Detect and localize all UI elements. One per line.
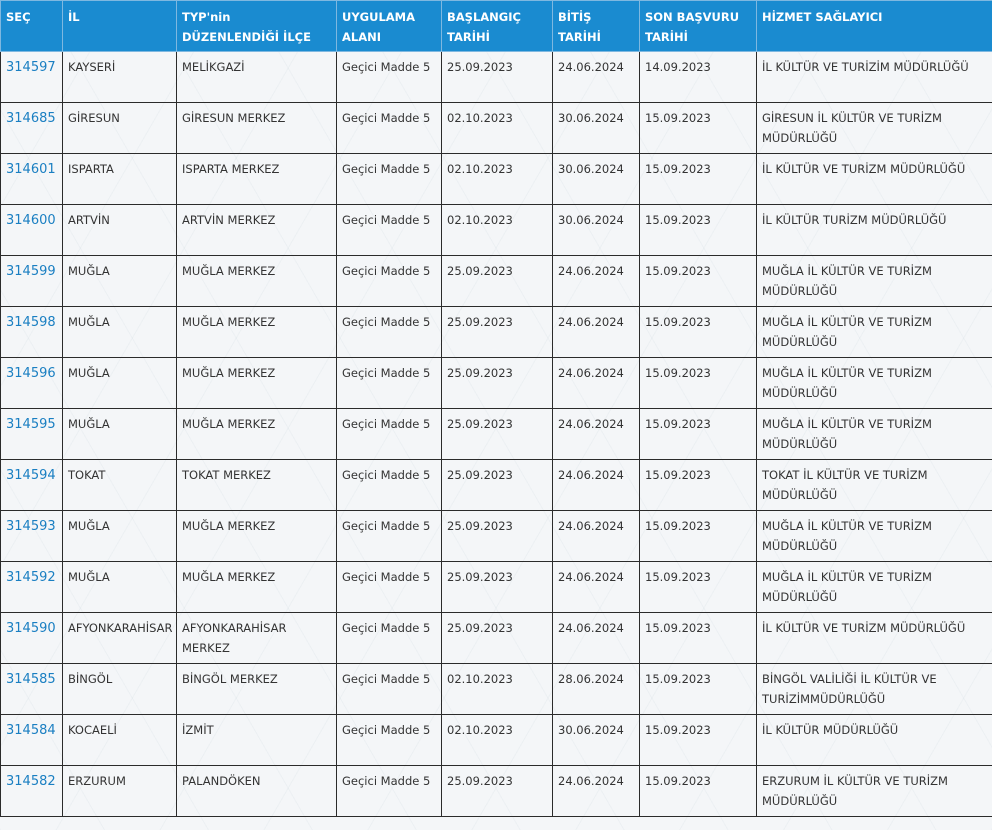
- ilan-no-link[interactable]: 314582: [6, 774, 56, 789]
- cell-bitis-tarihi: 28.06.2024: [553, 664, 640, 715]
- cell-ilce: AFYONKARAHİSAR MERKEZ: [177, 613, 337, 664]
- cell-uygulama-alani: Geçici Madde 5: [337, 664, 442, 715]
- cell-uygulama-alani: Geçici Madde 5: [337, 562, 442, 613]
- cell-il: MUĞLA: [63, 409, 177, 460]
- cell-ilce: MELİKGAZİ: [177, 52, 337, 103]
- cell-il: TOKAT: [63, 460, 177, 511]
- cell-il: MUĞLA: [63, 511, 177, 562]
- cell-ilce: MUĞLA MERKEZ: [177, 562, 337, 613]
- cell-bitis-tarihi: 24.06.2024: [553, 307, 640, 358]
- cell-uygulama-alani: Geçici Madde 5: [337, 460, 442, 511]
- cell-ilce: ARTVİN MERKEZ: [177, 205, 337, 256]
- cell-ilce: ISPARTA MERKEZ: [177, 154, 337, 205]
- ilan-no-link[interactable]: 314685: [6, 111, 56, 126]
- cell-son-basvuru-tarihi: 14.09.2023: [640, 52, 757, 103]
- table-row: [1, 205, 992, 256]
- cell-hizmet-saglayici: MUĞLA İL KÜLTÜR VE TURİZM MÜDÜRLÜĞÜ: [757, 358, 992, 409]
- cell-son-basvuru-tarihi: 15.09.2023: [640, 358, 757, 409]
- cell-uygulama-alani: Geçici Madde 5: [337, 256, 442, 307]
- table-row: [1, 562, 992, 613]
- cell-ilce: MUĞLA MERKEZ: [177, 358, 337, 409]
- ilan-no-link[interactable]: 314590: [6, 621, 56, 636]
- cell-uygulama-alani: Geçici Madde 5: [337, 409, 442, 460]
- cell-ilce: MUĞLA MERKEZ: [177, 256, 337, 307]
- cell-sec: [1, 715, 63, 766]
- cell-il: ARTVİN: [63, 205, 177, 256]
- cell-il: MUĞLA: [63, 307, 177, 358]
- cell-sec: [1, 52, 63, 103]
- cell-bitis-tarihi: 24.06.2024: [553, 613, 640, 664]
- table-row: [1, 613, 992, 664]
- cell-baslangic-tarihi: 25.09.2023: [442, 307, 553, 358]
- table-row: [1, 766, 992, 817]
- col-header-baslangic-tarihi: BAŞLANGIÇ TARİHİ: [442, 1, 553, 52]
- cell-sec: [1, 613, 63, 664]
- cell-sec: [1, 358, 63, 409]
- cell-ilce: BİNGÖL MERKEZ: [177, 664, 337, 715]
- cell-bitis-tarihi: 30.06.2024: [553, 205, 640, 256]
- col-header-son-basvuru-tarihi: SON BAŞVURU TARİHİ: [640, 1, 757, 52]
- cell-hizmet-saglayici: TOKAT İL KÜLTÜR VE TURİZM MÜDÜRLÜĞÜ: [757, 460, 992, 511]
- cell-sec: [1, 664, 63, 715]
- cell-bitis-tarihi: 24.06.2024: [553, 511, 640, 562]
- cell-baslangic-tarihi: 02.10.2023: [442, 664, 553, 715]
- table-header-row: [1, 1, 992, 52]
- cell-hizmet-saglayici: MUĞLA İL KÜLTÜR VE TURİZM MÜDÜRLÜĞÜ: [757, 256, 992, 307]
- table-row: [1, 154, 992, 205]
- cell-ilce: MUĞLA MERKEZ: [177, 511, 337, 562]
- cell-son-basvuru-tarihi: 15.09.2023: [640, 460, 757, 511]
- cell-son-basvuru-tarihi: 15.09.2023: [640, 103, 757, 154]
- cell-bitis-tarihi: 24.06.2024: [553, 409, 640, 460]
- table-row: [1, 511, 992, 562]
- ilan-no-link[interactable]: 314584: [6, 723, 56, 738]
- ilan-no-link[interactable]: 314593: [6, 519, 56, 534]
- cell-son-basvuru-tarihi: 15.09.2023: [640, 664, 757, 715]
- cell-son-basvuru-tarihi: 15.09.2023: [640, 154, 757, 205]
- table-row: [1, 256, 992, 307]
- cell-bitis-tarihi: 30.06.2024: [553, 103, 640, 154]
- table-row: [1, 460, 992, 511]
- cell-il: MUĞLA: [63, 562, 177, 613]
- ilan-no-link[interactable]: 314598: [6, 315, 56, 330]
- cell-sec: [1, 766, 63, 817]
- cell-il: KAYSERİ: [63, 52, 177, 103]
- cell-baslangic-tarihi: 25.09.2023: [442, 460, 553, 511]
- cell-hizmet-saglayici: GİRESUN İL KÜLTÜR VE TURİZM MÜDÜRLÜĞÜ: [757, 103, 992, 154]
- table-row: [1, 103, 992, 154]
- table-row: [1, 358, 992, 409]
- cell-il: GİRESUN: [63, 103, 177, 154]
- cell-bitis-tarihi: 30.06.2024: [553, 154, 640, 205]
- cell-ilce: MUĞLA MERKEZ: [177, 409, 337, 460]
- ilan-no-link[interactable]: 314592: [6, 570, 56, 585]
- ilan-no-link[interactable]: 314595: [6, 417, 56, 432]
- cell-sec: [1, 205, 63, 256]
- cell-son-basvuru-tarihi: 15.09.2023: [640, 766, 757, 817]
- ilan-no-link[interactable]: 314600: [6, 213, 56, 228]
- cell-uygulama-alani: Geçici Madde 5: [337, 154, 442, 205]
- cell-uygulama-alani: Geçici Madde 5: [337, 307, 442, 358]
- ilan-no-link[interactable]: 314585: [6, 672, 56, 687]
- ilan-no-link[interactable]: 314597: [6, 60, 56, 75]
- col-header-uygulama-alani: UYGULAMA ALANI: [337, 1, 442, 52]
- cell-il: ISPARTA: [63, 154, 177, 205]
- cell-baslangic-tarihi: 25.09.2023: [442, 511, 553, 562]
- table-row: [1, 409, 992, 460]
- table-row: [1, 52, 992, 103]
- cell-baslangic-tarihi: 25.09.2023: [442, 358, 553, 409]
- cell-ilce: TOKAT MERKEZ: [177, 460, 337, 511]
- cell-hizmet-saglayici: İL KÜLTÜR TURİZM MÜDÜRLÜĞÜ: [757, 205, 992, 256]
- cell-uygulama-alani: Geçici Madde 5: [337, 511, 442, 562]
- cell-son-basvuru-tarihi: 15.09.2023: [640, 511, 757, 562]
- cell-ilce: MUĞLA MERKEZ: [177, 307, 337, 358]
- cell-baslangic-tarihi: 25.09.2023: [442, 766, 553, 817]
- cell-hizmet-saglayici: MUĞLA İL KÜLTÜR VE TURİZM MÜDÜRLÜĞÜ: [757, 562, 992, 613]
- cell-baslangic-tarihi: 25.09.2023: [442, 613, 553, 664]
- ilan-no-link[interactable]: 314596: [6, 366, 56, 381]
- cell-uygulama-alani: Geçici Madde 5: [337, 613, 442, 664]
- table-body: [1, 52, 992, 817]
- cell-sec: [1, 103, 63, 154]
- col-header-bitis-tarihi: BİTİŞ TARİHİ: [553, 1, 640, 52]
- cell-uygulama-alani: Geçici Madde 5: [337, 766, 442, 817]
- cell-ilce: İZMİT: [177, 715, 337, 766]
- cell-son-basvuru-tarihi: 15.09.2023: [640, 307, 757, 358]
- cell-uygulama-alani: Geçici Madde 5: [337, 205, 442, 256]
- cell-ilce: GİRESUN MERKEZ: [177, 103, 337, 154]
- cell-bitis-tarihi: 24.06.2024: [553, 52, 640, 103]
- cell-hizmet-saglayici: İL KÜLTÜR VE TURİZİM MÜDÜRLÜĞÜ: [757, 52, 992, 103]
- cell-son-basvuru-tarihi: 15.09.2023: [640, 409, 757, 460]
- cell-sec: [1, 511, 63, 562]
- cell-il: KOCAELİ: [63, 715, 177, 766]
- cell-il: MUĞLA: [63, 256, 177, 307]
- cell-il: BİNGÖL: [63, 664, 177, 715]
- cell-il: ERZURUM: [63, 766, 177, 817]
- cell-baslangic-tarihi: 02.10.2023: [442, 205, 553, 256]
- cell-son-basvuru-tarihi: 15.09.2023: [640, 256, 757, 307]
- cell-baslangic-tarihi: 25.09.2023: [442, 409, 553, 460]
- cell-sec: [1, 154, 63, 205]
- cell-bitis-tarihi: 24.06.2024: [553, 766, 640, 817]
- cell-son-basvuru-tarihi: 15.09.2023: [640, 613, 757, 664]
- cell-bitis-tarihi: 24.06.2024: [553, 358, 640, 409]
- table-row: [1, 715, 992, 766]
- cell-baslangic-tarihi: 25.09.2023: [442, 562, 553, 613]
- cell-son-basvuru-tarihi: 15.09.2023: [640, 715, 757, 766]
- table-row: [1, 664, 992, 715]
- cell-il: AFYONKARAHİSAR: [63, 613, 177, 664]
- cell-sec: [1, 460, 63, 511]
- cell-ilce: PALANDÖKEN: [177, 766, 337, 817]
- cell-uygulama-alani: Geçici Madde 5: [337, 103, 442, 154]
- cell-hizmet-saglayici: MUĞLA İL KÜLTÜR VE TURİZM MÜDÜRLÜĞÜ: [757, 511, 992, 562]
- cell-baslangic-tarihi: 25.09.2023: [442, 256, 553, 307]
- cell-son-basvuru-tarihi: 15.09.2023: [640, 562, 757, 613]
- cell-sec: [1, 256, 63, 307]
- cell-hizmet-saglayici: MUĞLA İL KÜLTÜR VE TURİZM MÜDÜRLÜĞÜ: [757, 307, 992, 358]
- cell-bitis-tarihi: 24.06.2024: [553, 562, 640, 613]
- cell-baslangic-tarihi: 02.10.2023: [442, 103, 553, 154]
- cell-sec: [1, 562, 63, 613]
- col-header-ilce: TYP'nin DÜZENLENDİĞİ İLÇE: [177, 1, 337, 52]
- cell-bitis-tarihi: 24.06.2024: [553, 256, 640, 307]
- cell-hizmet-saglayici: MUĞLA İL KÜLTÜR VE TURİZM MÜDÜRLÜĞÜ: [757, 409, 992, 460]
- col-header-il: İL: [63, 1, 177, 52]
- cell-sec: [1, 409, 63, 460]
- cell-il: MUĞLA: [63, 358, 177, 409]
- cell-bitis-tarihi: 30.06.2024: [553, 715, 640, 766]
- cell-hizmet-saglayici: İL KÜLTÜR VE TURİZM MÜDÜRLÜĞÜ: [757, 154, 992, 205]
- cell-baslangic-tarihi: 02.10.2023: [442, 715, 553, 766]
- cell-hizmet-saglayici: ERZURUM İL KÜLTÜR VE TURİZM MÜDÜRLÜĞÜ: [757, 766, 992, 817]
- cell-uygulama-alani: Geçici Madde 5: [337, 358, 442, 409]
- cell-hizmet-saglayici: İL KÜLTÜR MÜDÜRLÜĞÜ: [757, 715, 992, 766]
- cell-hizmet-saglayici: İL KÜLTÜR VE TURİZM MÜDÜRLÜĞÜ: [757, 613, 992, 664]
- cell-sec: [1, 307, 63, 358]
- cell-uygulama-alani: Geçici Madde 5: [337, 715, 442, 766]
- cell-uygulama-alani: Geçici Madde 5: [337, 52, 442, 103]
- table-row: [1, 307, 992, 358]
- cell-son-basvuru-tarihi: 15.09.2023: [640, 205, 757, 256]
- ilan-no-link[interactable]: 314599: [6, 264, 56, 279]
- cell-bitis-tarihi: 24.06.2024: [553, 460, 640, 511]
- col-header-sec: SEÇ: [1, 1, 63, 52]
- cell-hizmet-saglayici: BİNGÖL VALİLİĞİ İL KÜLTÜR VE TURİZİMMÜDÜRLÜĞÜ: [757, 664, 992, 715]
- cell-baslangic-tarihi: 02.10.2023: [442, 154, 553, 205]
- ilan-no-link[interactable]: 314594: [6, 468, 56, 483]
- col-header-hizmet-saglayici: HİZMET SAĞLAYICI: [757, 1, 992, 52]
- ilan-no-link[interactable]: 314601: [6, 162, 56, 177]
- cell-baslangic-tarihi: 25.09.2023: [442, 52, 553, 103]
